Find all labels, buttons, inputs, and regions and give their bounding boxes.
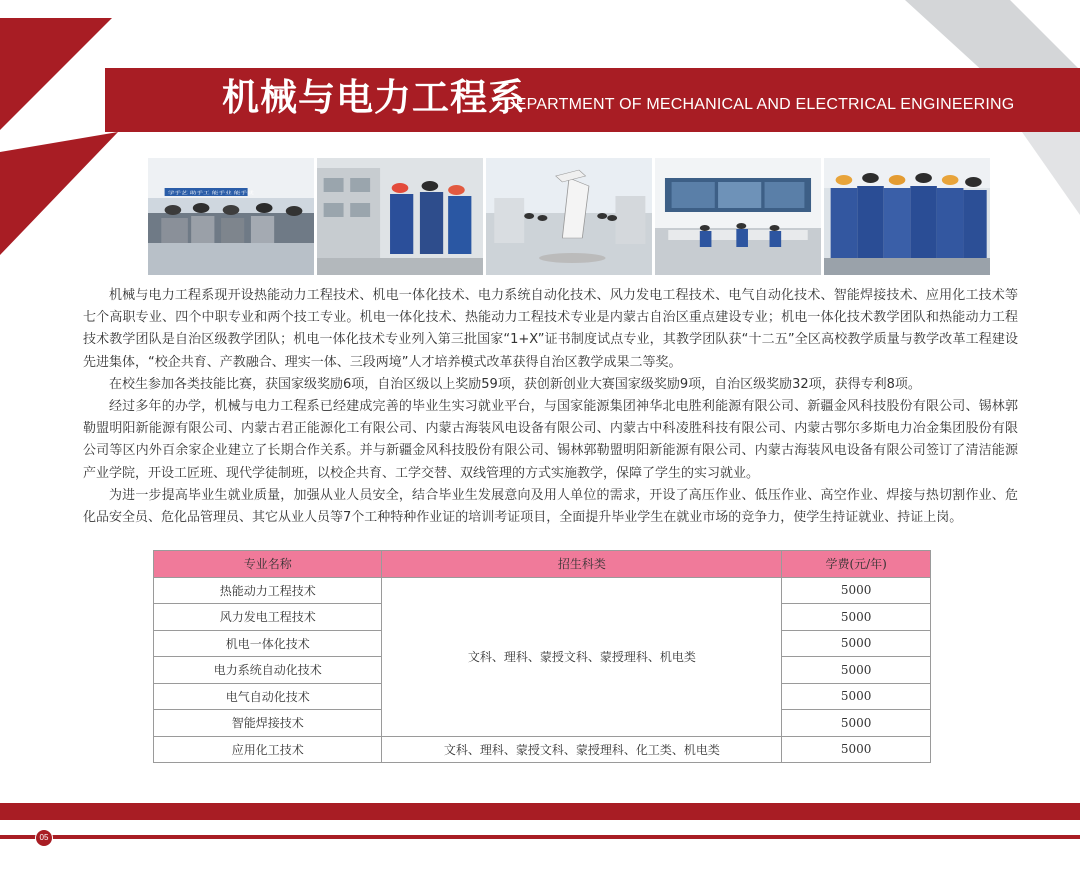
- majors-table-wrapper: [153, 550, 931, 763]
- major-name-cell: 热能动力工程技术: [154, 577, 382, 604]
- left-red-chevron: [0, 132, 118, 255]
- paragraph-certification: 为进一步提高毕业生就业质量，加强从业人员安全，结合毕业生发展意向及用人单位的需求，开设了高压作业、低压作业、高空作业、焊接与热切割作业、危化品安全员、危化品管理员、其它从业人员等7个工种特种作业证的培训考证项目，全面提升毕业学生在就业市场的竞争力，使学生持证就业、持证上岗。: [83, 487, 1018, 526]
- footer-band: [0, 803, 1080, 820]
- major-name-cell: 机电一体化技术: [154, 630, 382, 657]
- major-name-cell: 风力发电工程技术: [154, 604, 382, 631]
- table-row: [154, 736, 931, 763]
- paragraph-cooperation: 经过多年的办学，机械与电力工程系已经建成完善的毕业生实习就业平台，与国家能源集团神华北电胜利能源有限公司、新疆金风科技股份有限公司、锡林郭勒盟明阳新能源有限公司、内蒙古君正能源化工有限公司、内蒙古海装风电设备有限公司、内蒙古中科凌胜科技有限公司、内蒙古鄂尔多斯电力冶金集团股份有限公司等区内外百余家企业建立了长期合作关系。并与新疆金风科技股份有限公司、锡林郭勒盟明阳新能源有限公司、内蒙古海装风电设备有限公司签订了清洁能源产业学院，开设工匠班、现代学徒制班，以校企共育、工学交替、双线管理的方式实施教学，保障了学生的实习就业。: [83, 399, 1018, 481]
- department-description: [83, 285, 1018, 529]
- right-gray-stripe-lower: [1022, 132, 1080, 215]
- category-cell-merged: 文科、理科、蒙授文科、蒙授理科、机电类: [382, 577, 782, 736]
- table-header-row: [154, 551, 931, 578]
- paragraph-overview: 机械与电力工程系现开设热能动力工程技术、机电一体化技术、电力系统自动化技术、风力发电工程技术、电气自动化技术、智能焊接技术、应用化工技术等七个高职专业、四个中职专业和两个技工专业。机电一体化技术、热能动力工程技术专业是内蒙古自治区重点建设专业；机电一体化技术教学团队和热能动力工程技术教学团队是自治区级教学团队；机电一体化技术专业列入第三批国家“1+X”证书制度试点专业，其教学团队获“十二五”全区高校教学质量与教学改革工程建设先进集体，“校企共育、产教融合、理实一体、三段两境”人才培养模式改革获得自治区教学成果二等奖。: [83, 288, 1018, 370]
- tuition-cell: 5000: [782, 710, 931, 737]
- page-title: 机械与电力工程系: [222, 76, 526, 119]
- top-left-red-stripe: [0, 18, 112, 130]
- tuition-cell: 5000: [782, 630, 931, 657]
- major-name-cell: 电力系统自动化技术: [154, 657, 382, 684]
- paragraph-awards: 在校生参加各类技能比赛，获国家级奖励6项，自治区级以上奖励59项，获创新创业大赛国家级奖励9项，自治区级奖励32项，获得专利8项。: [109, 376, 921, 392]
- footer-line: [0, 835, 1080, 839]
- header-major-name: 专业名称: [154, 551, 382, 578]
- photo-training-lab: [148, 158, 314, 275]
- category-cell: 文科、理科、蒙授文科、蒙授理科、化工类、机电类: [382, 736, 782, 763]
- photo-group-uniforms: [824, 158, 990, 275]
- major-name-cell: 电气自动化技术: [154, 683, 382, 710]
- photo-robot-arm-lab: [486, 158, 652, 275]
- header-category: 招生科类: [382, 551, 782, 578]
- photo-control-room: [655, 158, 821, 275]
- table-row: [154, 577, 931, 604]
- tuition-cell: 5000: [782, 604, 931, 631]
- photo-sign-text: 学手艺 助手工 能手业 能手就: [167, 191, 254, 196]
- tuition-cell: 5000: [782, 657, 931, 684]
- majors-table: [153, 550, 931, 763]
- header-tuition: 学费(元/年): [782, 551, 931, 578]
- tuition-cell: 5000: [782, 736, 931, 763]
- page-subtitle: DEPARTMENT OF MECHANICAL AND ELECTRICAL ENGINEERING: [504, 96, 1015, 113]
- tuition-cell: 5000: [782, 683, 931, 710]
- major-name-cell: 应用化工技术: [154, 736, 382, 763]
- photo-switchgear-room: [317, 158, 483, 275]
- photo-strip: [148, 158, 990, 275]
- page-number: 05: [35, 829, 53, 847]
- tuition-cell: 5000: [782, 577, 931, 604]
- major-name-cell: 智能焊接技术: [154, 710, 382, 737]
